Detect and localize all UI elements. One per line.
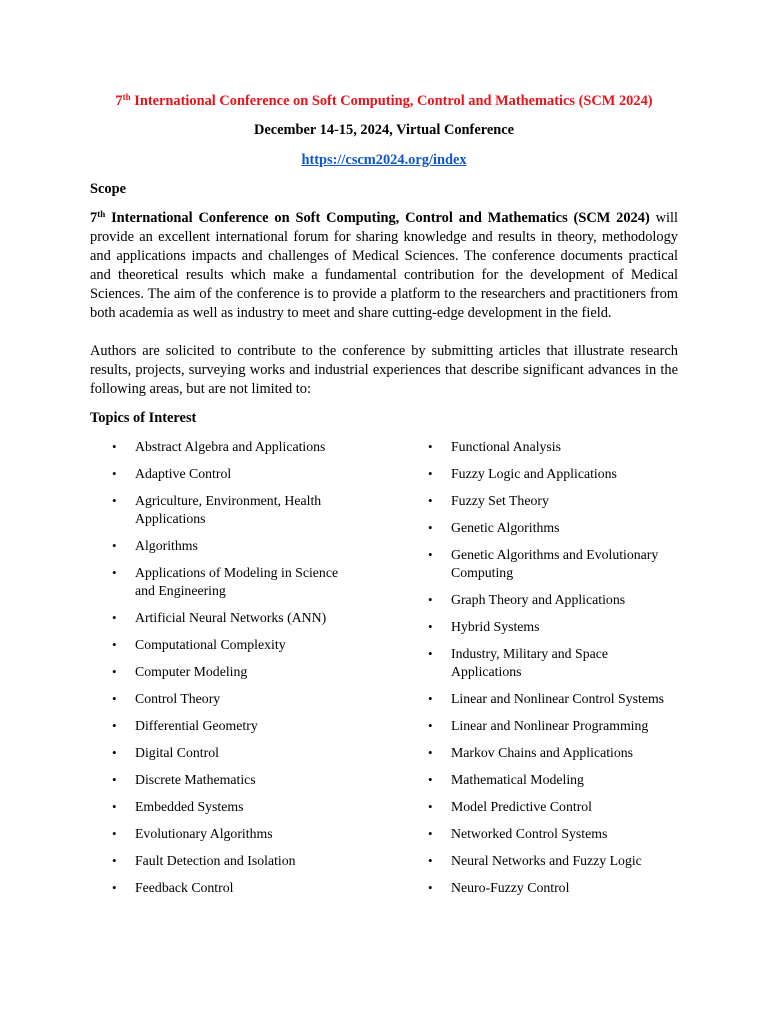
bullet-icon: • [428, 745, 433, 760]
list-item [406, 465, 676, 483]
bullet-icon: • [112, 880, 117, 895]
list-item [90, 744, 406, 762]
topic-label: Computer Modeling [135, 664, 248, 679]
topic-label: Feedback Control [135, 880, 234, 895]
list-item [406, 492, 676, 510]
bullet-icon: • [428, 619, 433, 634]
bullet-icon: • [112, 772, 117, 787]
topic-label: Genetic Algorithms [451, 520, 560, 535]
topic-label: Hybrid Systems [451, 619, 540, 634]
topic-label: Mathematical Modeling [451, 772, 584, 787]
topics-list [90, 438, 678, 906]
list-item [406, 591, 676, 609]
topic-label: Algorithms [135, 538, 198, 553]
list-item [90, 492, 406, 528]
scope-lead-text: International Conference on Soft Computing, Control and Mathematics (SCM 2024) [105, 210, 650, 226]
bullet-icon: • [428, 880, 433, 895]
list-item [90, 564, 406, 600]
list-item [406, 645, 676, 681]
topic-label: Embedded Systems [135, 799, 244, 814]
list-item [406, 825, 676, 843]
conference-date: December 14-15, 2024, Virtual Conference [253, 122, 515, 138]
bullet-icon: • [428, 718, 433, 733]
list-item [406, 690, 676, 708]
topic-label: Fuzzy Logic and Applications [451, 466, 617, 481]
topic-label: Graph Theory and Applications [451, 592, 626, 607]
topic-label: Abstract Algebra and Applications [135, 439, 326, 454]
topics-column-left [90, 438, 406, 906]
topic-label: Linear and Nonlinear Control Systems [451, 691, 665, 706]
topic-label: Functional Analysis [451, 439, 561, 454]
topic-label: Control Theory [135, 691, 221, 706]
topic-label: Industry, Military and Space Applications [451, 646, 608, 679]
list-item [406, 519, 676, 537]
bullet-icon: • [428, 592, 433, 607]
list-item [90, 690, 406, 708]
bullet-icon: • [428, 691, 433, 706]
bullet-icon: • [112, 691, 117, 706]
topic-label: Differential Geometry [135, 718, 258, 733]
bullet-icon: • [428, 439, 433, 454]
bullet-icon: • [428, 547, 433, 562]
list-item [406, 852, 676, 870]
bullet-icon: • [112, 439, 117, 454]
bullet-icon: • [112, 610, 117, 625]
list-item [90, 717, 406, 735]
title-text: International Conference on Soft Computing, Control and Mathematics (SCM 2024) [130, 93, 653, 109]
bullet-icon: • [112, 538, 117, 553]
list-item [406, 798, 676, 816]
bullet-icon: • [428, 826, 433, 841]
list-item [90, 537, 406, 555]
scope-lead [90, 210, 650, 226]
bullet-icon: • [112, 826, 117, 841]
bullet-icon: • [112, 718, 117, 733]
list-item [90, 852, 406, 870]
list-item [90, 438, 406, 456]
scope-lead-suffix: th [97, 209, 106, 219]
bullet-icon: • [112, 637, 117, 652]
topic-label: Networked Control Systems [451, 826, 608, 841]
list-item [406, 879, 676, 897]
bullet-icon: • [112, 745, 117, 760]
scope-body: will provide an excellent international forum for sharing knowledge and results in theory, methodology and applications impacts and challenges of Medical Sciences. The conference documents practical and theoretical results which make a fundamental contribution for the development of Medical Sciences. The aim of the conference is to provide a platform to the researchers and practitioners from both academia as well as industry to meet and share cutting-edge development in the field. [90, 210, 678, 321]
scope-lead-number: 7 [90, 210, 98, 226]
list-item [90, 636, 406, 654]
bullet-icon: • [112, 799, 117, 814]
title-ordinal-suffix: th [122, 92, 131, 102]
bullet-icon: • [428, 466, 433, 481]
title-ordinal-number: 7 [115, 93, 123, 109]
topic-label: Fault Detection and Isolation [135, 853, 296, 868]
topics-heading: Topics of Interest [90, 410, 197, 426]
authors-paragraph: Authors are solicited to contribute to the conference by submitting articles that illustrate research results, projects, surveying works and industrial experiences that describe significant advances in the following areas, but are not limited to: [90, 343, 678, 397]
topic-label: Computational Complexity [135, 637, 286, 652]
bullet-icon: • [428, 520, 433, 535]
bullet-icon: • [112, 853, 117, 868]
bullet-icon: • [428, 853, 433, 868]
topic-label: Neuro-Fuzzy Control [451, 880, 570, 895]
list-item [90, 771, 406, 789]
list-item [406, 744, 676, 762]
list-item [90, 465, 406, 483]
bullet-icon: • [428, 799, 433, 814]
topic-label: Adaptive Control [135, 466, 232, 481]
list-item [90, 798, 406, 816]
topic-label: Discrete Mathematics [135, 772, 256, 787]
list-item [90, 663, 406, 681]
topic-label: Agriculture, Environment, Health Applications [135, 493, 322, 526]
topic-label: Fuzzy Set Theory [451, 493, 549, 508]
bullet-icon: • [428, 646, 433, 661]
bullet-icon: • [428, 772, 433, 787]
topic-label: Neural Networks and Fuzzy Logic [451, 853, 642, 868]
topic-label: Markov Chains and Applications [451, 745, 634, 760]
bullet-icon: • [112, 493, 117, 508]
list-item [90, 609, 406, 627]
topic-label: Digital Control [135, 745, 219, 760]
topic-label: Applications of Modeling in Science and Engineering [135, 565, 339, 598]
bullet-icon: • [112, 466, 117, 481]
list-item [406, 771, 676, 789]
conference-title [90, 92, 678, 111]
conference-link[interactable]: https://cscm2024.org/index [301, 152, 467, 168]
bullet-icon: • [112, 565, 117, 580]
bullet-icon: • [428, 493, 433, 508]
topic-label: Linear and Nonlinear Programming [451, 718, 649, 733]
topics-column-right [406, 438, 676, 906]
bullet-icon: • [112, 664, 117, 679]
topic-label: Evolutionary Algorithms [135, 826, 273, 841]
topic-label: Artificial Neural Networks (ANN) [135, 610, 327, 625]
conference-url-line [90, 151, 678, 170]
list-item [406, 618, 676, 636]
list-item [406, 717, 676, 735]
list-item [406, 546, 676, 582]
list-item [90, 825, 406, 843]
topic-label: Genetic Algorithms and Evolutionary Computing [451, 547, 659, 580]
scope-heading: Scope [90, 181, 126, 197]
list-item [90, 879, 406, 897]
scope-paragraph [90, 209, 678, 323]
topic-label: Model Predictive Control [451, 799, 593, 814]
list-item [406, 438, 676, 456]
